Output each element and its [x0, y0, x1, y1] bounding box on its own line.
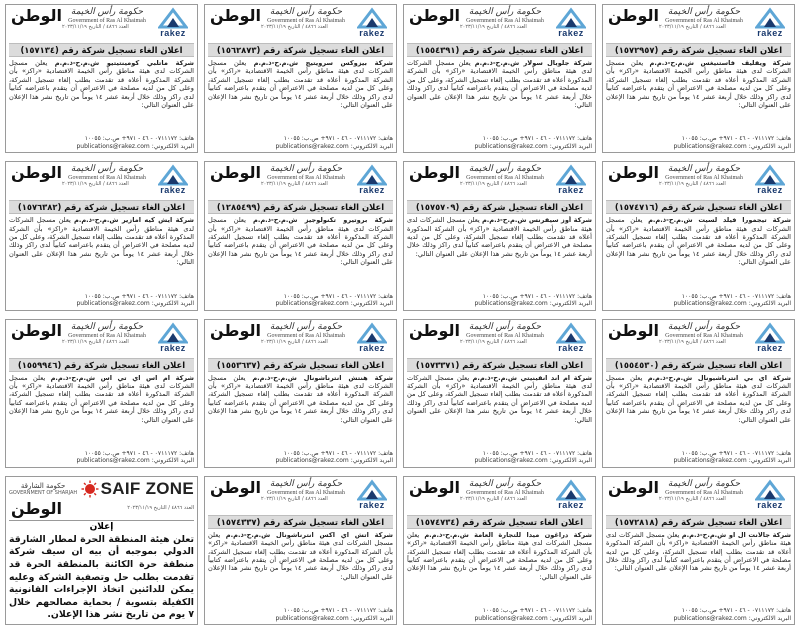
ad-body [407, 216, 592, 292]
government-en: Government of Ras Al Khaimah [68, 175, 146, 182]
email-label: البريد الالكتروني: [549, 457, 592, 465]
rakez-logo [550, 479, 592, 511]
rakez-ad [602, 476, 795, 625]
email-label: البريد الالكتروني: [350, 457, 393, 465]
government-name [659, 7, 749, 30]
email-label: البريد الالكتروني: [350, 614, 393, 622]
rakez-logo-text: rakez [757, 342, 783, 353]
issue-date: العدد ٤٨٦٦ / التاريخ ٢٠٢٣/١١/١٩ [62, 338, 129, 345]
ad-body [208, 531, 393, 607]
ad-body [208, 59, 393, 135]
newspaper-name: الوطن [409, 320, 460, 340]
government-ar: حكومة رأس الخيمة [468, 164, 542, 175]
email-link[interactable]: publications@rakez.com [474, 614, 548, 622]
ad-title: اعلان الغاء تسجيل شركة رقم (١٥٧٣٣٧١) [407, 358, 592, 372]
ad-footer [208, 450, 393, 465]
ad-body [407, 59, 592, 135]
phone-line: هاتف: ٠٧١١١٧٢ - ٤٦ - ٩٧١+ ص.ب: ١٠٠٥٥ [482, 135, 592, 143]
ad-body [9, 59, 194, 135]
government-ar: حكومة رأس الخيمة [468, 478, 542, 489]
government-ar: حكومة رأس الخيمة [70, 164, 144, 175]
ad-body [606, 531, 791, 607]
ad-header [606, 7, 791, 41]
rakez-logo [749, 322, 791, 354]
rakez-ad [204, 319, 397, 468]
email-link[interactable]: publications@rakez.com [474, 300, 548, 307]
ad-header [606, 164, 791, 198]
phone-line: هاتف: ٠٧١١١٧٢ - ٤٦ - ٩٧١+ ص.ب: ١٠٠٥٥ [681, 449, 791, 457]
ad-body-text: يعلن مسجل الشركات لدى هيئة مناطق رأس الخيمة الاقتصادية «راكز» بأن الشركة المذكورة أعلاه قد تقدمت بطلب إلغاء تسجيل الشركة، وعلى كل من لديه مصلحة في الاعتراض أن يتقدم باعتراضه كتابياً لدى راكز وذلك خلال أربعة عشر ١٤ يوماً من تاريخ نشر هذا الإعلان على العنوان التالي: [606, 59, 791, 110]
phone-line: هاتف: ٠٧١١١٧٢ - ٤٦ - ٩٧١+ ص.ب: ١٠٠٥٥ [681, 292, 791, 300]
government-ar: حكومة رأس الخيمة [269, 321, 343, 332]
ad-body-text: يعلن مسجل الشركات لدى هيئة مناطق رأس الخيمة الاقتصادية «راكز» بأن الشركة المذكورة أعلاه قد تقدمت بطلب إلغاء تسجيل الشركة، وعلى كل من لديه مصلحة في الاعتراض أن يتقدم باعتراضه كتابياً لدى راكز وذلك خلال أربعة عشر ١٤ يوماً من تاريخ نشر هذا الإعلان على العنوان التالي: [407, 59, 592, 110]
rakez-logo-text: rakez [359, 185, 385, 196]
newspaper-name: الوطن [210, 477, 261, 497]
rakez-logo-text: rakez [757, 28, 783, 38]
rakez-logo-text: rakez [558, 185, 584, 196]
email-label: البريد الالكتروني: [748, 457, 791, 465]
rakez-logo [749, 7, 791, 39]
newspaper-name: الوطن [608, 477, 659, 497]
ad-body [606, 216, 791, 292]
rakez-emblem-icon [755, 7, 785, 29]
email-link[interactable]: publications@rakez.com [673, 300, 747, 307]
newspaper-name: الوطن [608, 6, 659, 25]
government-en: Government of Ras Al Khaimah [466, 18, 544, 24]
saif-gov-ar: حكومة الشارقة [20, 482, 66, 491]
newspaper-name: الوطن [210, 163, 261, 183]
government-name [659, 322, 749, 345]
ad-footer [606, 293, 791, 308]
government-name [460, 322, 550, 345]
email-label: البريد الالكتروني: [748, 142, 791, 150]
rakez-logo [152, 7, 194, 39]
email-label: البريد الالكتروني: [151, 142, 194, 150]
rakez-emblem-icon [357, 479, 387, 501]
issue-date: العدد ٤٨٦٦ / التاريخ ٢٠٢٣/١١/١٩ [460, 495, 527, 502]
ad-footer [606, 135, 791, 150]
government-name [659, 164, 749, 187]
ad-title: اعلان الغاء تسجيل شركة رقم (١٥٧٦٣٨٢) [9, 200, 194, 214]
issue-date: العدد ٤٨٦٦ / التاريخ ٢٠٢٣/١١/١٩ [659, 181, 726, 188]
rakez-ad [5, 319, 198, 468]
email-link[interactable]: publications@rakez.com [673, 457, 747, 465]
rakez-ad [204, 161, 397, 310]
phone-line: هاتف: ٠٧١١١٧٢ - ٤٦ - ٩٧١+ ص.ب: ١٠٠٥٥ [283, 135, 393, 143]
issue-date: العدد ٤٨٦٦ / التاريخ ٢٠٢٣/١١/١٩ [261, 24, 328, 30]
ad-title: اعلان الغاء تسجيل شركة رقم (١٥٥٤٣٩١) [407, 43, 592, 57]
government-en: Government of Ras Al Khaimah [267, 489, 345, 496]
ad-company: شركة بيزوكس سرويتيج ش.م.ح-ذ.م.م [253, 59, 393, 67]
ad-title: اعلان الغاء تسجيل شركة رقم (١٢٨٥٤٩٩) [208, 200, 393, 214]
ad-header [606, 322, 791, 356]
government-ar: حكومة رأس الخيمة [269, 7, 343, 17]
ad-company: شركة ماتلبي كومينتيتيو ش.م.ح-ذ.م.م [54, 59, 194, 67]
email-link[interactable]: publications@rakez.com [275, 300, 349, 307]
ad-body-text: يعلن مسجل الشركات لدى هيئة مناطق رأس الخيمة الاقتصادية «راكز» بأن الشركة المذكورة أعلاه قد تقدمت بطلب إلغاء تسجيل الشركة، وعلى كل من لديه مصلحة في الاعتراض أن يتقدم باعتراضه كتابياً لدى راكز وذلك خلال أربعة عشر ١٤ يوماً من تاريخ نشر هذا الإعلان على العنوان التالي: [9, 216, 194, 267]
ad-title: اعلان الغاء تسجيل شركة رقم (١٥٧٢٨١٨) [606, 515, 791, 529]
ad-title: اعلان الغاء تسجيل شركة رقم (١٥٧٤٧٣٤) [407, 515, 592, 529]
ad-body [606, 59, 791, 135]
ad-body [407, 531, 592, 607]
rakez-emblem-icon [357, 322, 387, 344]
ad-company: شركة جالانت ال او ش.م.ح-ذ.م.م [681, 530, 791, 539]
issue-date: العدد ٤٨٦٦ / التاريخ ٢٠٢٣/١١/١٩ [261, 181, 328, 188]
government-name [659, 479, 749, 502]
issue-date: العدد ٤٨٦٦ / التاريخ ٢٠٢٣/١١/١٩ [659, 24, 726, 30]
rakez-ad [403, 4, 596, 153]
rakez-logo [351, 479, 393, 511]
ad-body-text: يعلن مسجل الشركات لدى هيئة مناطق رأس الخيمة الاقتصادية «راكز» بأن الشركة المذكورة أعلاه قد تقدمت بطلب إلغاء تسجيل الشركة، وعلى كل من لديه مصلحة في الاعتراض أن يتقدم باعتراضه كتابياً لدى راكز وذلك خلال أربعة عشر ١٤ يوماً من تاريخ نشر هذا الإعلان على العنوان التالي: [9, 373, 194, 424]
ad-body-text: يعلن مسجل الشركات لدى هيئة مناطق رأس الخيمة الاقتصادية «راكز» بأن الشركة المذكورة أعلاه قد تقدمت بطلب إلغاء تسجيل الشركة، وعلى كل من لديه مصلحة في الاعتراض أن يتقدم باعتراضه كتابياً لدى راكز وذلك خلال أربعة عشر ١٤ يوماً من تاريخ نشر هذا الإعلان على العنوان التالي: [9, 59, 194, 110]
ad-title: اعلان الغاء تسجيل شركة رقم (١٥٥٣٦٣٧) [208, 358, 393, 372]
email-label: البريد الالكتروني: [151, 457, 194, 465]
rakez-ad [5, 161, 198, 310]
email-link[interactable]: publications@rakez.com [275, 142, 349, 150]
government-en: Government of Ras Al Khaimah [466, 332, 544, 339]
ad-header [407, 322, 592, 356]
ad-body-text: يعلن مسجل الشركات لدى هيئة مناطق رأس الخيمة الاقتصادية «راكز» بأن الشركة المذكورة أعلاه قد تقدمت بطلب إلغاء تسجيل الشركة، وعلى كل من لديه مصلحة في الاعتراض أن يتقدم باعتراضه كتابياً لدى راكز وذلك خلال أربعة عشر ١٤ يوماً من تاريخ نشر هذا الإعلان على العنوان التالي: [606, 530, 791, 573]
ad-body-text: يعلن مسجل الشركات لدى هيئة مناطق رأس الخيمة الاقتصادية «راكز» بأن الشركة المذكورة أعلاه قد تقدمت بطلب إلغاء تسجيل الشركة، وعلى كل من لديه مصلحة في الاعتراض أن يتقدم باعتراضه كتابياً لدى راكز وذلك خلال أربعة عشر ١٤ يوماً من تاريخ نشر هذا الإعلان على العنوان التالي: [208, 59, 393, 110]
ad-header [208, 479, 393, 513]
ad-header [9, 322, 194, 356]
rakez-logo [351, 164, 393, 196]
email-label: البريد الالكتروني: [549, 142, 592, 150]
rakez-logo [351, 322, 393, 354]
ad-company: شركة هنتش انترناشونال ش.م.ح-ذ.م.م [252, 373, 393, 382]
issue-date: العدد ٤٨٦٦ / التاريخ ٢٠٢٣/١١/١٩ [62, 24, 129, 30]
government-name [261, 322, 351, 345]
ad-title: اعلان الغاء تسجيل شركة رقم (١٥٧١٣٤) [9, 43, 194, 57]
rakez-emblem-icon [556, 7, 586, 29]
ad-title: اعلان الغاء تسجيل شركة رقم (١٥٦٢٨٧٣) [208, 43, 393, 57]
ad-body [9, 374, 194, 450]
ad-header [9, 7, 194, 41]
government-name [62, 7, 152, 30]
issue-date: العدد ٤٨٦٦ / التاريخ ٢٠٢٣/١١/١٩ [460, 24, 527, 30]
ad-footer [407, 450, 592, 465]
government-en: Government of Ras Al Khaimah [267, 175, 345, 182]
issue-date: العدد ٤٨٦٦ / التاريخ ٢٠٢٣/١١/١٩ [659, 338, 726, 345]
ad-footer [407, 293, 592, 308]
government-name [460, 7, 550, 30]
newspaper-name: الوطن [11, 6, 62, 25]
email-link[interactable]: publications@rakez.com [76, 300, 150, 307]
email-link[interactable]: publications@rakez.com [275, 457, 349, 465]
government-name [261, 164, 351, 187]
ad-company: شركة اتش اي اكس انترناشونال ش.م.ح-ذ.م.م [225, 530, 393, 539]
ad-footer [9, 450, 194, 465]
ad-title: اعلان الغاء تسجيل شركة رقم (١٥٧٥٧٠٩) [407, 200, 592, 214]
rakez-emblem-icon [755, 322, 785, 344]
government-en: Government of Ras Al Khaimah [665, 332, 743, 339]
government-ar: حكومة رأس الخيمة [667, 321, 741, 332]
ad-company: شركة ام اس اي تي اس ش.م.ح-ذ.م.م [50, 373, 194, 382]
government-name [62, 322, 152, 345]
saif-newspaper-name: الوطن [11, 498, 62, 518]
rakez-logo-text: rakez [160, 342, 186, 353]
saif-sun-icon [81, 480, 99, 498]
ad-body-text: يعلن مسجل الشركات لدى هيئة مناطق رأس الخيمة الاقتصادية «راكز» بأن الشركة المذكورة أعلاه قد تقدمت بطلب إلغاء تسجيل الشركة، وعلى كل من لديه مصلحة في الاعتراض أن يتقدم باعتراضه كتابياً لدى راكز وذلك خلال أربعة عشر ١٤ يوماً من تاريخ نشر هذا الإعلان على العنوان التالي: [208, 530, 393, 581]
rakez-ad [204, 476, 397, 625]
rakez-logo-text: rakez [359, 499, 385, 510]
government-ar: حكومة رأس الخيمة [667, 478, 741, 489]
phone-line: هاتف: ٠٧١١١٧٢ - ٤٦ - ٩٧١+ ص.ب: ١٠٠٥٥ [482, 292, 592, 300]
ad-body [208, 374, 393, 450]
government-en: Government of Ras Al Khaimah [466, 175, 544, 182]
rakez-logo [550, 7, 592, 39]
ad-company: شركة ام اند انفينيتي ش.م.ح-ذ.م.م [472, 373, 592, 382]
ad-company: شركة ايش كيه امازير ش.م.ح-ذ.م.م [74, 216, 194, 225]
rakez-ad [602, 319, 795, 468]
newspaper-name: الوطن [210, 320, 261, 340]
ad-title: اعلان الغاء تسجيل شركة رقم (١٥٧٤٣٣٧) [208, 515, 393, 529]
ad-company: شركة جلوبال سولار ش.م.ح-ذ.م.م [474, 59, 592, 67]
rakez-emblem-icon [158, 322, 188, 344]
government-name [261, 479, 351, 502]
rakez-ad [403, 319, 596, 468]
ad-body-text: يعلن مسجل الشركات لدى هيئة مناطق رأس الخيمة الاقتصادية «راكز» بأن الشركة المذكورة أعلاه قد تقدمت بطلب إلغاء تسجيل الشركة، وعلى كل من لديه مصلحة في الاعتراض أن يتقدم باعتراضه كتابياً لدى راكز وذلك خلال أربعة عشر ١٤ يوماً من تاريخ نشر هذا الإعلان على العنوان التالي: [606, 216, 791, 267]
government-en: Government of Ras Al Khaimah [665, 175, 743, 182]
email-link[interactable]: publications@rakez.com [76, 142, 150, 150]
phone-line: هاتف: ٠٧١١١٧٢ - ٤٦ - ٩٧١+ ص.ب: ١٠٠٥٥ [482, 607, 592, 614]
government-en: Government of Ras Al Khaimah [68, 332, 146, 339]
issue-date: العدد ٤٨٦٦ / التاريخ ٢٠٢٣/١١/١٩ [460, 181, 527, 188]
government-en: Government of Ras Al Khaimah [466, 489, 544, 496]
ad-header [606, 479, 791, 513]
rakez-logo [550, 322, 592, 354]
ad-title: اعلان الغاء تسجيل شركة رقم (١٥٥٤٥٣٠) [606, 358, 791, 372]
newspaper-name: الوطن [210, 6, 261, 25]
government-ar: حكومة رأس الخيمة [269, 478, 343, 489]
rakez-emblem-icon [755, 479, 785, 501]
rakez-emblem-icon [556, 479, 586, 501]
government-ar: حكومة رأس الخيمة [269, 164, 343, 175]
rakez-ad [602, 161, 795, 310]
rakez-emblem-icon [556, 164, 586, 186]
rakez-logo [749, 479, 791, 511]
ad-company: شركة دراغون ميدا للتجارة العامة ش.م.ح-ذ.م.م [424, 530, 592, 539]
government-en: Government of Ras Al Khaimah [267, 18, 345, 24]
ad-footer [208, 607, 393, 622]
government-en: Government of Ras Al Khaimah [665, 489, 743, 496]
ad-footer [9, 135, 194, 150]
phone-line: هاتف: ٠٧١١١٧٢ - ٤٦ - ٩٧١+ ص.ب: ١٠٠٥٥ [84, 449, 194, 457]
government-en: Government of Ras Al Khaimah [267, 332, 345, 339]
rakez-logo-text: rakez [558, 28, 584, 38]
newspaper-name: الوطن [11, 320, 62, 340]
rakez-emblem-icon [357, 7, 387, 29]
government-name [261, 7, 351, 30]
ad-footer [407, 135, 592, 150]
rakez-logo-text: rakez [359, 28, 385, 38]
phone-line: هاتف: ٠٧١١١٧٢ - ٤٦ - ٩٧١+ ص.ب: ١٠٠٥٥ [283, 292, 393, 300]
saif-issue-date: العدد ٤٨٦٦ / التاريخ ٢٠٢٣/١١/١٩ [127, 504, 194, 511]
rakez-emblem-icon [158, 164, 188, 186]
ad-footer [208, 135, 393, 150]
rakez-emblem-icon [158, 7, 188, 29]
saif-notice-body: تعلن هيئة المنطقة الحرة لمطار الشارقة الدولي بموجبه أن بيه ان سيف شركة منطقة حرة الكائنة بالمنطقة الحرة قد تقدمت بطلب حل وتصفية الشركة وعليه يمكن للدائنين اتخاذ الإجراءات القانونية الكفيلة بتسوية / بحماية مصالحهم خلال ٧ يوم من تاريخ نشر هذا الإعلان. [9, 533, 194, 621]
government-name [460, 479, 550, 502]
ad-body-text: يعلن مسجل الشركات لدى هيئة مناطق رأس الخيمة الاقتصادية «راكز» بأن الشركة المذكورة أعلاه قد تقدمت بطلب إلغاء تسجيل الشركة، وعلى كل من لديه مصلحة في الاعتراض أن يتقدم باعتراضه كتابياً لدى راكز وذلك خلال أربعة عشر ١٤ يوماً من تاريخ نشر هذا الإعلان على العنوان التالي: [407, 373, 592, 424]
email-label: البريد الالكتروني: [748, 614, 791, 622]
saif-header [9, 479, 194, 500]
saif-logo-text: SAIF ZONE [100, 479, 194, 499]
ad-company: شركة اي بي انترناشيونال ش.م.ح-ذ.م.م [647, 373, 791, 382]
ad-title: اعلان الغاء تسجيل شركة رقم (١٥٧٢٩٥٧) [606, 43, 791, 57]
phone-line: هاتف: ٠٧١١١٧٢ - ٤٦ - ٩٧١+ ص.ب: ١٠٠٥٥ [283, 607, 393, 614]
ad-title: اعلان الغاء تسجيل شركة رقم (١٥٥٩٩٤٦) [9, 358, 194, 372]
rakez-ad [602, 4, 795, 153]
government-ar: حكومة رأس الخيمة [667, 164, 741, 175]
ad-company: شركة بروتيرو تكنولوجيز ش.م.ح-ذ.م.م [253, 216, 393, 225]
email-label: البريد الالكتروني: [549, 614, 592, 622]
newspaper-name: الوطن [608, 320, 659, 340]
email-link[interactable]: publications@rakez.com [76, 457, 150, 465]
ad-company: شركة تيجمورا فيلد لسيت ش.م.ح-ذ.م.م [648, 216, 791, 225]
ad-header [407, 164, 592, 198]
ad-body [208, 216, 393, 292]
rakez-logo-text: rakez [558, 499, 584, 510]
phone-line: هاتف: ٠٧١١١٧٢ - ٤٦ - ٩٧١+ ص.ب: ١٠٠٥٥ [681, 135, 791, 143]
government-ar: حكومة رأس الخيمة [667, 7, 741, 17]
rakez-logo-text: rakez [160, 28, 186, 38]
email-link[interactable]: publications@rakez.com [673, 142, 747, 150]
phone-line: هاتف: ٠٧١١١٧٢ - ٤٦ - ٩٧١+ ص.ب: ١٠٠٥٥ [283, 449, 393, 457]
newspaper-name: الوطن [409, 163, 460, 183]
ad-body-text: يعلن مسجل الشركات لدى هيئة مناطق رأس الخيمة الاقتصادية «راكز» بأن الشركة المذكورة أعلاه قد تقدمت بطلب إلغاء تسجيل الشركة، وعلى كل من لديه مصلحة في الاعتراض أن يتقدم باعتراضه كتابياً لدى راكز وذلك خلال أربعة عشر ١٤ يوماً من تاريخ نشر هذا الإعلان على العنوان التالي: [606, 373, 791, 424]
rakez-emblem-icon [556, 322, 586, 344]
ad-header [208, 7, 393, 41]
phone-line: هاتف: ٠٧١١١٧٢ - ٤٦ - ٩٧١+ ص.ب: ١٠٠٥٥ [681, 607, 791, 614]
government-en: Government of Ras Al Khaimah [68, 18, 146, 24]
issue-date: العدد ٤٨٦٦ / التاريخ ٢٠٢٣/١١/١٩ [460, 338, 527, 345]
rakez-logo [152, 322, 194, 354]
phone-line: هاتف: ٠٧١١١٧٢ - ٤٦ - ٩٧١+ ص.ب: ١٠٠٥٥ [84, 135, 194, 143]
rakez-ad [204, 4, 397, 153]
government-ar: حكومة رأس الخيمة [468, 7, 542, 17]
ad-header [208, 322, 393, 356]
rakez-emblem-icon [755, 164, 785, 186]
government-en: Government of Ras Al Khaimah [665, 18, 743, 24]
ad-body [407, 374, 592, 450]
rakez-logo-text: rakez [757, 499, 783, 510]
ad-body-text: يعلن مسجل الشركات لدى هيئة مناطق رأس الخيمة الاقتصادية «راكز» بأن الشركة المذكورة أعلاه قد تقدمت بطلب إلغاء تسجيل الشركة، وعلى كل من لديه مصلحة في الاعتراض أن يتقدم باعتراضه كتابياً لدى راكز وذلك خلال أربعة عشر ١٤ يوماً من تاريخ نشر هذا الإعلان على العنوان التالي: [407, 216, 592, 258]
saif-gov [9, 482, 77, 496]
government-ar: حكومة رأس الخيمة [70, 321, 144, 332]
newspaper-name: الوطن [409, 477, 460, 497]
ad-body-text: يعلن مسجل الشركات لدى هيئة مناطق رأس الخيمة الاقتصادية «راكز» بأن الشركة المذكورة أعلاه قد تقدمت بطلب إلغاء تسجيل الشركة، وعلى كل من لديه مصلحة في الاعتراض أن يتقدم باعتراضه كتابياً لدى راكز وذلك خلال أربعة عشر ١٤ يوماً من تاريخ نشر هذا الإعلان على العنوان التالي: [208, 216, 393, 267]
rakez-logo [550, 164, 592, 196]
email-link[interactable]: publications@rakez.com [474, 142, 548, 150]
government-ar: حكومة رأس الخيمة [468, 321, 542, 332]
newspaper-name: الوطن [409, 6, 460, 25]
rakez-logo-text: rakez [160, 185, 186, 196]
ad-body-text: يعلن مسجل الشركات لدى هيئة مناطق رأس الخيمة الاقتصادية «راكز» بأن الشركة المذكورة أعلاه قد تقدمت بطلب إلغاء تسجيل الشركة، وعلى كل من لديه مصلحة في الاعتراض أن يتقدم باعتراضه كتابياً لدى راكز وذلك خلال أربعة عشر ١٤ يوماً من تاريخ نشر هذا الإعلان على العنوان التالي: [208, 373, 393, 424]
ad-header [208, 164, 393, 198]
newspaper-name: الوطن [11, 163, 62, 183]
ad-footer [208, 293, 393, 308]
email-label: البريد الالكتروني: [350, 300, 393, 307]
saif-paper-row [9, 500, 194, 518]
issue-date: العدد ٤٨٦٦ / التاريخ ٢٠٢٣/١١/١٩ [261, 338, 328, 345]
email-label: البريد الالكتروني: [350, 142, 393, 150]
ad-body [9, 216, 194, 292]
ad-body [606, 374, 791, 450]
rakez-logo-text: rakez [558, 342, 584, 353]
ad-company: شركة أوز سيفرنس ش.م.ح-ذ.م.م [481, 216, 592, 225]
ad-body-text: يعلن مسجل الشركات لدى هيئة مناطق رأس الخيمة الاقتصادية «راكز» بأن الشركة المذكورة أعلاه قد تقدمت بطلب إلغاء تسجيل الشركة، وعلى كل من لديه مصلحة في الاعتراض أن يتقدم باعتراضه كتابياً لدى راكز وذلك خلال أربعة عشر ١٤ يوماً من تاريخ نشر هذا الإعلان على العنوان التالي: [407, 530, 592, 581]
ad-header [9, 164, 194, 198]
ad-title: اعلان الغاء تسجيل شركة رقم (١٥٧٤٧١٦) [606, 200, 791, 214]
newspaper-name: الوطن [608, 163, 659, 183]
rakez-logo [749, 164, 791, 196]
rakez-ad [403, 476, 596, 625]
rakez-emblem-icon [357, 164, 387, 186]
issue-date: العدد ٤٨٦٦ / التاريخ ٢٠٢٣/١١/١٩ [62, 181, 129, 188]
email-label: البريد الالكتروني: [748, 300, 791, 307]
rakez-logo [152, 164, 194, 196]
ad-header [407, 7, 592, 41]
issue-date: العدد ٤٨٦٦ / التاريخ ٢٠٢٣/١١/١٩ [659, 495, 726, 502]
saif-zone-ad [5, 476, 198, 625]
government-name [460, 164, 550, 187]
saif-notice-title: إعلان [9, 520, 194, 532]
saif-logo [81, 479, 194, 499]
ad-footer [606, 450, 791, 465]
email-link[interactable]: publications@rakez.com [275, 614, 349, 622]
saif-gov-en: GOVERNMENT OF SHARJAH [9, 490, 78, 497]
email-link[interactable]: publications@rakez.com [474, 457, 548, 465]
rakez-ad [403, 161, 596, 310]
email-label: البريد الالكتروني: [549, 300, 592, 307]
rakez-logo [351, 7, 393, 39]
email-label: البريد الالكتروني: [151, 300, 194, 307]
government-name [62, 164, 152, 187]
rakez-ad [5, 4, 198, 153]
ad-footer [9, 293, 194, 308]
rakez-logo-text: rakez [359, 342, 385, 353]
ad-company: شركة ويفليف فاستنيغس ش.م.ح-ذ.م.م [649, 59, 791, 67]
ad-footer [606, 607, 791, 622]
email-link[interactable]: publications@rakez.com [673, 614, 747, 622]
phone-line: هاتف: ٠٧١١١٧٢ - ٤٦ - ٩٧١+ ص.ب: ١٠٠٥٥ [482, 449, 592, 457]
rakez-logo-text: rakez [757, 185, 783, 196]
government-ar: حكومة رأس الخيمة [70, 7, 144, 17]
issue-date: العدد ٤٨٦٦ / التاريخ ٢٠٢٣/١١/١٩ [261, 495, 328, 502]
phone-line: هاتف: ٠٧١١١٧٢ - ٤٦ - ٩٧١+ ص.ب: ١٠٠٥٥ [84, 292, 194, 300]
ad-header [407, 479, 592, 513]
ad-footer [407, 607, 592, 622]
